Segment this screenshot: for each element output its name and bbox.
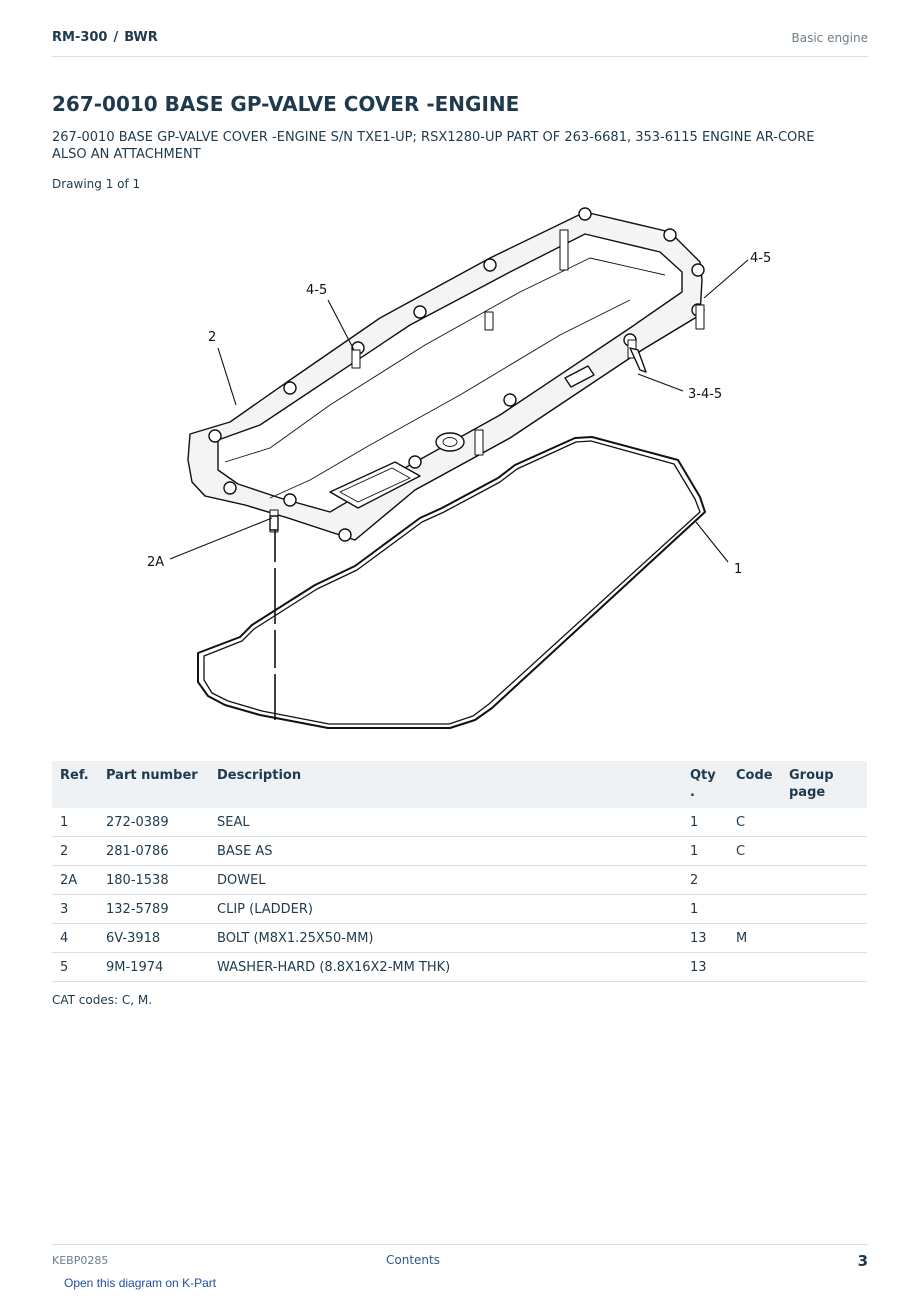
cell-ref: 3 <box>52 895 98 924</box>
cell-ref: 1 <box>52 808 98 837</box>
col-part-number: Part number <box>98 761 209 808</box>
page-number: 3 <box>857 1252 868 1270</box>
cell-part-number: 180-1538 <box>98 866 209 895</box>
cell-qty: 1 <box>682 837 728 866</box>
table-row <box>52 837 867 866</box>
col-code: Code <box>728 761 781 808</box>
cat-codes-note: CAT codes: C, M. <box>52 993 153 1007</box>
serial-prefix: BWR <box>124 30 158 45</box>
cell-part-number: 272-0389 <box>98 808 209 837</box>
cell-code <box>728 866 781 895</box>
page-header <box>52 28 868 57</box>
valve-cover-base-drawing <box>188 208 704 541</box>
callout-3-4-5: 3-4-5 <box>688 387 723 402</box>
cell-ref: 4 <box>52 924 98 953</box>
cell-part-number: 132-5789 <box>98 895 209 924</box>
table-row <box>52 953 867 982</box>
cell-qty: 2 <box>682 866 728 895</box>
model-breadcrumb <box>52 30 158 45</box>
cell-qty: 1 <box>682 808 728 837</box>
breadcrumb-separator: / <box>113 30 119 45</box>
col-description: Description <box>209 761 682 808</box>
cell-qty: 13 <box>682 924 728 953</box>
cell-qty: 1 <box>682 895 728 924</box>
section-name: Basic engine <box>791 31 868 45</box>
callout-2: 2 <box>208 330 217 345</box>
cell-description: BOLT (M8X1.25X50-MM) <box>209 924 682 953</box>
model-name: RM-300 <box>52 30 108 45</box>
table-row <box>52 866 867 895</box>
cell-group-page <box>781 895 867 924</box>
cell-description: DOWEL <box>209 866 682 895</box>
cell-part-number: 6V-3918 <box>98 924 209 953</box>
cell-code: M <box>728 924 781 953</box>
cell-ref: 2A <box>52 866 98 895</box>
table-row <box>52 895 867 924</box>
cell-ref: 5 <box>52 953 98 982</box>
document-id: KEBP0285 <box>52 1254 109 1267</box>
callout-1: 1 <box>734 562 743 577</box>
cell-part-number: 9M-1974 <box>98 953 209 982</box>
table-row <box>52 924 867 953</box>
cell-qty: 13 <box>682 953 728 982</box>
k-part-diagram-link[interactable]: Open this diagram on K-Part <box>64 1276 217 1290</box>
cell-part-number: 281-0786 <box>98 837 209 866</box>
callout-4-5-right: 4-5 <box>750 251 772 266</box>
table-row <box>52 808 867 837</box>
cell-description: WASHER-HARD (8.8X16X2-MM THK) <box>209 953 682 982</box>
table-header-row <box>52 761 867 808</box>
cell-group-page <box>781 837 867 866</box>
cell-code: C <box>728 808 781 837</box>
col-qty: Qty . <box>682 761 728 808</box>
callout-2a: 2A <box>147 555 165 570</box>
cell-ref: 2 <box>52 837 98 866</box>
callout-4-5-left: 4-5 <box>306 283 328 298</box>
contents-link[interactable]: Contents <box>386 1253 440 1267</box>
cell-description: CLIP (LADDER) <box>209 895 682 924</box>
cell-group-page <box>781 953 867 982</box>
parts-diagram <box>130 200 790 745</box>
parts-table <box>52 761 867 982</box>
cell-code: C <box>728 837 781 866</box>
page-subtitle: 267-0010 BASE GP-VALVE COVER -ENGINE S/N TXE1-UP; RSX1280-UP PART OF 263-6681, 353-6115 ENGINE AR-CORE ALSO AN ATTACHMENT <box>52 130 815 162</box>
col-ref: Ref. <box>52 761 98 808</box>
cell-group-page <box>781 866 867 895</box>
cell-code <box>728 953 781 982</box>
page-title: 267-0010 BASE GP-VALVE COVER -ENGINE <box>52 92 520 116</box>
drawing-label: Drawing 1 of 1 <box>52 177 141 191</box>
cell-code <box>728 895 781 924</box>
cell-description: SEAL <box>209 808 682 837</box>
cell-group-page <box>781 808 867 837</box>
page-footer <box>52 1244 868 1275</box>
cell-description: BASE AS <box>209 837 682 866</box>
col-group-page: Group page <box>781 761 867 808</box>
cell-group-page <box>781 924 867 953</box>
